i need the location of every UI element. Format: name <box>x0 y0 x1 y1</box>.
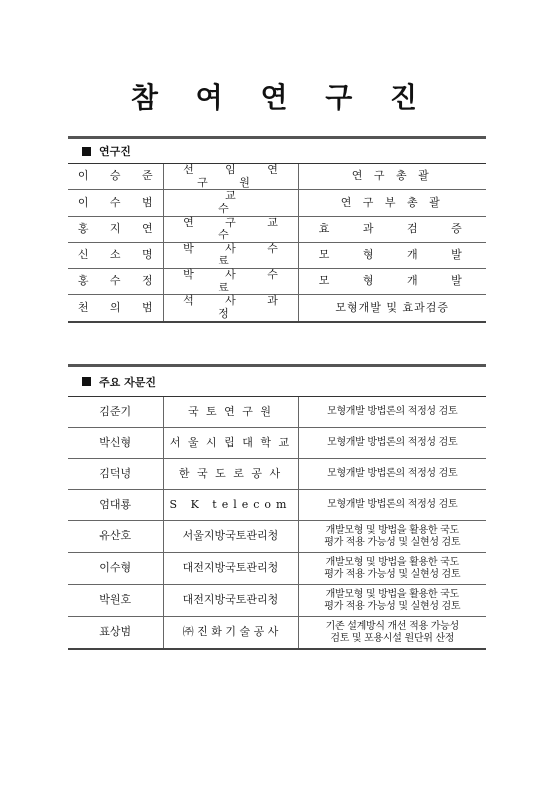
advisor-task <box>298 490 486 521</box>
researcher-task: 모 형 개 발 <box>298 269 486 295</box>
researcher-name: 이 승 준 <box>68 164 163 190</box>
researcher-task: 효 과 검 증 <box>298 216 486 242</box>
advisor-org: 서 울 시 립 대 학 교 <box>163 428 298 459</box>
advisor-name: 김덕녕 <box>68 459 163 490</box>
square-bullet-icon <box>82 377 91 386</box>
advisor-name: 박신형 <box>68 428 163 459</box>
researcher-role: 선 임 연 구 원 <box>163 164 298 190</box>
advisor-task-line1: 모형개발 방법론의 적정성 검토 <box>327 437 458 449</box>
table-row <box>68 585 486 617</box>
researcher-name: 천 의 범 <box>68 295 163 322</box>
advisor-org: S K telecom <box>163 490 298 521</box>
table-row <box>68 295 486 322</box>
advisor-task-line1: 개발모형 및 방법을 활용한 국도 <box>325 589 459 600</box>
advisor-name: 유산호 <box>68 521 163 553</box>
advisors-section-header <box>68 364 486 397</box>
researcher-task: 연 구 부 총 괄 <box>298 190 486 216</box>
table-row <box>68 521 486 553</box>
advisor-task-line2: 평가 적용 가능성 및 실현성 검토 <box>324 600 461 612</box>
researchers-header-label: 연구진 <box>99 145 131 158</box>
researchers-table <box>68 164 486 323</box>
researcher-role: 연 구 교 수 <box>163 216 298 242</box>
researcher-name: 신 소 명 <box>68 242 163 268</box>
advisor-task-line1: 모형개발 방법론의 적정성 검토 <box>327 499 458 511</box>
researcher-task: 모형개발 및 효과검증 <box>298 295 486 322</box>
advisor-org: 서울지방국토관리청 <box>163 521 298 553</box>
page-title: 참 여 연 구 진 <box>130 81 432 114</box>
researchers-section <box>68 136 486 323</box>
advisor-task <box>298 521 486 553</box>
table-row <box>68 164 486 190</box>
table-row <box>68 242 486 268</box>
advisors-section <box>68 364 486 650</box>
advisor-org: 대전지방국토관리청 <box>163 585 298 617</box>
advisor-name: 엄대룡 <box>68 490 163 521</box>
table-row <box>68 397 486 428</box>
table-row <box>68 490 486 521</box>
table-row <box>68 553 486 585</box>
researcher-task: 연 구 총 괄 <box>298 164 486 190</box>
advisor-task-line1: 모형개발 방법론의 적정성 검토 <box>327 468 458 480</box>
advisors-table <box>68 397 486 650</box>
advisor-name: 박원호 <box>68 585 163 617</box>
researcher-name: 홍 지 연 <box>68 216 163 242</box>
researcher-name: 이 수 범 <box>68 190 163 216</box>
researcher-role: 박 사 수 료 <box>163 242 298 268</box>
advisor-org: ㈜ 진 화 기 술 공 사 <box>163 617 298 650</box>
advisor-task-line1: 기존 설계방식 개선 적용 가능성 <box>325 621 459 632</box>
researcher-name: 홍 수 정 <box>68 269 163 295</box>
researchers-section-header <box>68 136 486 164</box>
advisor-task <box>298 585 486 617</box>
table-row <box>68 190 486 216</box>
square-bullet-icon <box>82 147 91 156</box>
advisor-org: 국 토 연 구 원 <box>163 397 298 428</box>
advisor-org: 한 국 도 로 공 사 <box>163 459 298 490</box>
advisor-task-line1: 개발모형 및 방법을 활용한 국도 <box>325 557 459 568</box>
advisor-task <box>298 617 486 650</box>
advisor-task-line2: 평가 적용 가능성 및 실현성 검토 <box>324 568 461 580</box>
advisor-name: 김준기 <box>68 397 163 428</box>
advisor-name: 표상범 <box>68 617 163 650</box>
table-row <box>68 459 486 490</box>
table-row <box>68 428 486 459</box>
advisor-task-line2: 평가 적용 가능성 및 실현성 검토 <box>324 536 461 548</box>
table-row <box>68 269 486 295</box>
advisor-task-line1: 개발모형 및 방법을 활용한 국도 <box>325 525 459 536</box>
advisors-header-label: 주요 자문진 <box>99 375 156 389</box>
researcher-role: 교 수 <box>163 190 298 216</box>
advisor-task <box>298 397 486 428</box>
advisor-task-line1: 모형개발 방법론의 적정성 검토 <box>327 406 458 418</box>
researcher-task: 모 형 개 발 <box>298 242 486 268</box>
advisor-task <box>298 428 486 459</box>
table-row <box>68 216 486 242</box>
researcher-role: 박 사 수 료 <box>163 269 298 295</box>
advisor-task <box>298 553 486 585</box>
advisor-task-line2: 검토 및 포용시설 원단위 산정 <box>330 632 455 644</box>
researcher-role: 석 사 과 정 <box>163 295 298 322</box>
advisor-name: 이수형 <box>68 553 163 585</box>
advisor-task <box>298 459 486 490</box>
advisor-org: 대전지방국토관리청 <box>163 553 298 585</box>
table-row <box>68 617 486 650</box>
